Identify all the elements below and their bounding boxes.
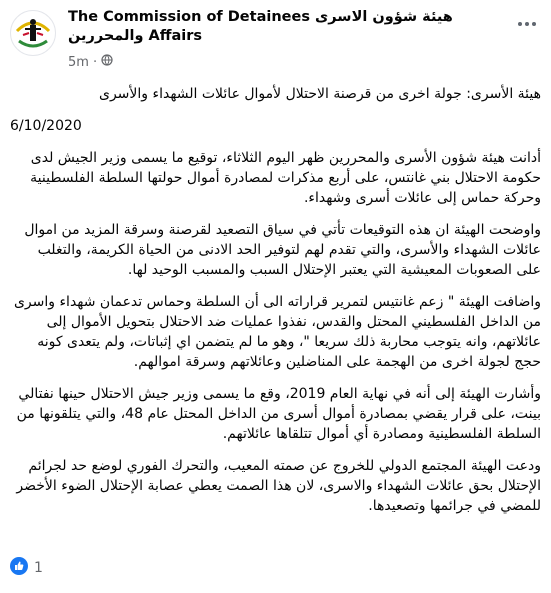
globe-icon[interactable]	[101, 54, 113, 70]
reaction-count[interactable]: 1	[34, 560, 43, 576]
like-icon	[10, 557, 28, 579]
post-paragraph: واوضحت الهيئة ان هذه التوقيعات تأتي في سياق التصعيد لقرصنة وسرقة المزيد من اموال عائلات الشهداء والأسرى، والتي تقدم لهم لتوفير الحد الادنى من الحياة الكريمة، والتغلب على الصعوبات المعيشية التي يعتبر الإحتلال السبب والمسبب الوحيد لها.	[24, 222, 541, 278]
post-paragraph: أدانت هيئة شؤون الأسرى والمحررين ظهر اليوم الثلاثاء، توقيع ما يسمى وزير الجيش لدى حكومة الاحتلال بني غانتس، على أربع مذكرات لمصادرة أموال حولتها السلطة الفلسطينية وحركة حماس إلى عائلات أسرى وشهداء.	[30, 150, 541, 206]
post-paragraph: ودعت الهيئة المجتمع الدولي للخروج عن صمته المعيب، والتحرك الفوري لوضع حد لجرائم الإحتلال بحق عائلات الشهداء والاسرى، لان هذا الصمت يعطي عصابة الإحتلال الضوء الأخضر للمضي في جرائمها وتصعيدها.	[16, 458, 541, 514]
post-paragraph: واضافت الهيئة " زعم غانتيس لتمرير قراراته الى أن السلطة وحماس تدعمان شهداء واسرى من الداخل الفلسطيني المحتل والقدس، نفذوا عمليات ضد الاحتلال بتحويل الأموال إلى عائلاتهم، وانه يتوجب محاربة ذلك سريعا "، وهو ما لم يتضمن اي إثباتات، ولم يتعدى كونه حجج لجولة اخرى من الهجمة على المناضلين وعائلاتهم وسرقة اموالهم.	[13, 294, 541, 370]
commission-logo-icon	[11, 11, 55, 55]
post-paragraph: وأشارت الهيئة إلى أنه في نهاية العام 2019، وقع ما يسمى وزير جيش الاحتلال حينها نفتالي بينت، على قرار يقضي بمصادرة أموال أسرى من الداخل المحتل عام 48، والتي يتلقونها من السلطة الفلسطينية ومصادرة أي أموال تتلقاها عائلاتهم.	[16, 386, 541, 442]
post-meta	[68, 54, 113, 70]
post-header	[10, 6, 541, 76]
post-time[interactable]: 5m	[68, 54, 89, 70]
page-avatar[interactable]	[10, 10, 56, 56]
meta-separator: ·	[92, 54, 98, 70]
more-icon[interactable]	[513, 10, 541, 38]
reactions-bar[interactable]	[10, 556, 43, 580]
post-date: 6/10/2020	[10, 118, 82, 134]
post-title: هيئة الأسرى: جولة اخرى من قرصنة الاحتلال لأموال عائلات الشهداء والأسرى	[99, 86, 541, 102]
post-content	[10, 84, 541, 528]
post-author[interactable]: The Commission of Detainees هيئة شؤون الاسرى والمحررين Affairs	[68, 9, 453, 44]
